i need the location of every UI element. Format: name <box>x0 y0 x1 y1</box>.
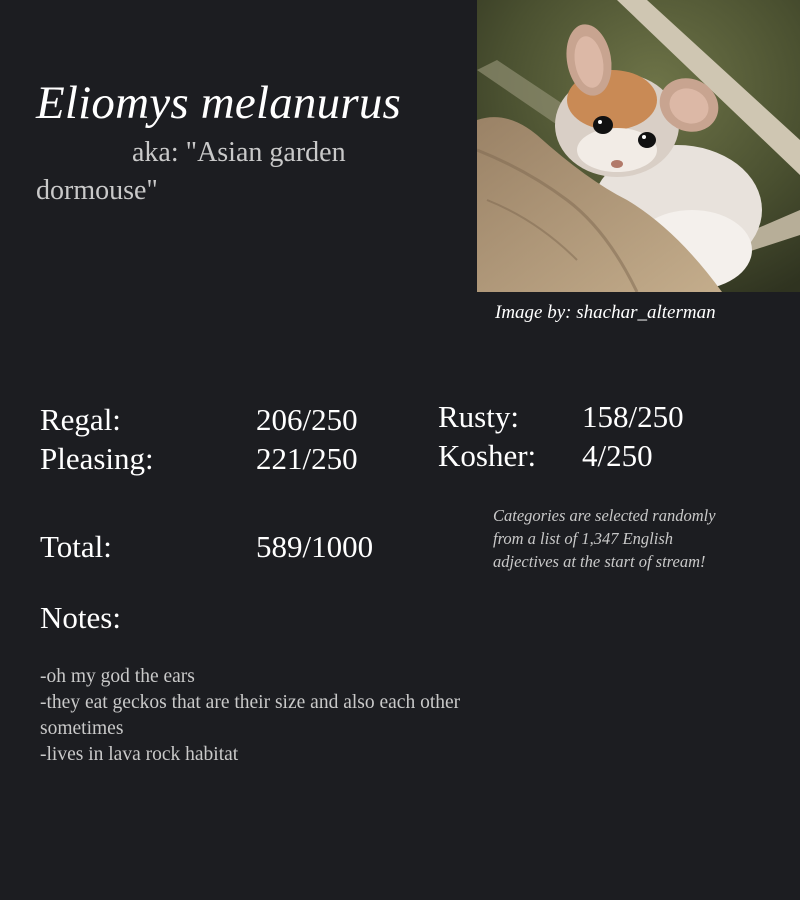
score-label-total: Total: <box>40 529 112 564</box>
notes-list <box>40 664 510 768</box>
dormouse-photo <box>477 0 800 292</box>
species-scientific-name: Eliomys melanurus <box>36 77 402 129</box>
score-value-pleasing: 221/250 <box>256 441 358 476</box>
category-disclaimer: Categories are selected randomly from a list of 1,347 English adjectives at the start of stream! <box>493 506 716 571</box>
note-line: -lives in lava rock habitat <box>40 744 239 765</box>
score-value-regal: 206/250 <box>256 402 358 437</box>
score-value-kosher: 4/250 <box>582 438 653 473</box>
score-value-rusty: 158/250 <box>582 399 684 434</box>
note-line: -oh my god the ears <box>40 666 195 687</box>
note-line: -they eat geckos that are their size and also each other sometimes <box>40 692 461 739</box>
score-label-kosher: Kosher: <box>438 438 537 473</box>
photo-credit: Image by: shachar_alterman <box>495 302 716 323</box>
score-label-rusty: Rusty: <box>438 399 519 434</box>
species-common-name: aka: "Asian garden dormouse" <box>36 137 346 206</box>
score-label-pleasing: Pleasing: <box>40 441 154 476</box>
score-label-regal: Regal: <box>40 402 121 437</box>
score-value-total: 589/1000 <box>256 529 374 564</box>
notes-title: Notes: <box>40 600 121 635</box>
